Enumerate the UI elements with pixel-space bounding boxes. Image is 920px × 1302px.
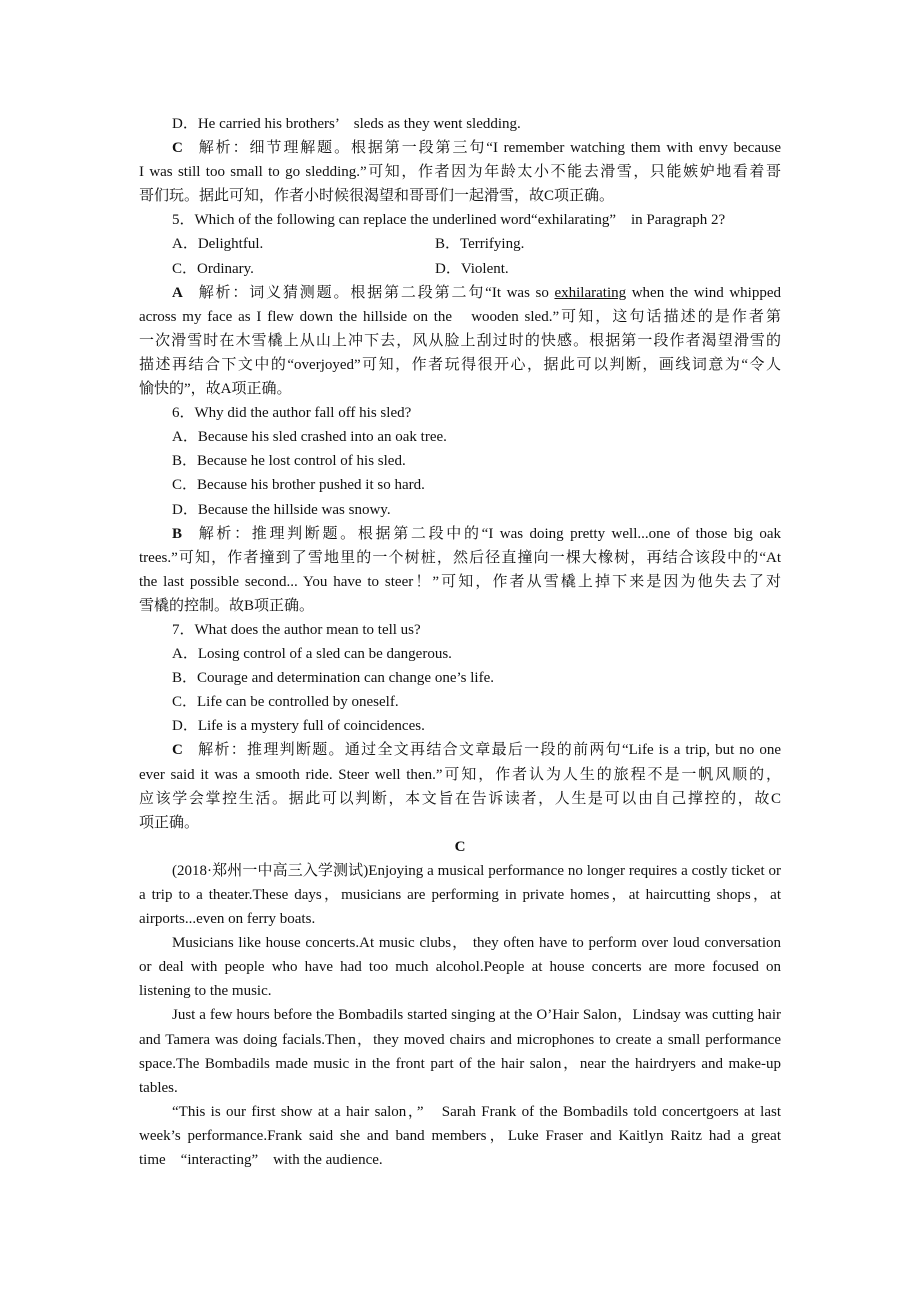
q5-analysis-line3: 一次滑雪时在木雪橇上从山上冲下去，风从脸上刮过时的快感。根据第一段作者渴望滑雪的 xyxy=(139,332,781,349)
q7-question: 7．What does the author mean to tell us? xyxy=(172,621,421,638)
q7-option-d: D．Life is a mystery full of coincidences. xyxy=(172,718,425,735)
q5-answer: A xyxy=(172,284,183,301)
q6-analysis-line4: 雪橇的控制。故B项正确。 xyxy=(139,597,315,614)
q6-analysis xyxy=(139,522,781,546)
q5-options-row-1 xyxy=(139,232,781,256)
q6-analysis-line3: the last possible second... You have to steer！”可知，作者从雪橇上掉下来是因为他失去了对 xyxy=(139,573,781,590)
q7-analysis-line1: 解析：推理判断题。通过全文再结合文章最后一段的前两句“Life is a trip, but no one xyxy=(196,742,781,759)
passage-paragraph: Musicians like house concerts.At music clubs， they often have to perform over loud conversation or deal with people who have had too much alcohol.People at house concerts are more focused on listening to the music. xyxy=(139,935,781,1000)
q5-analysis-line4: 描述再结合下文中的“overjoyed”可知，作者玩得很开心，据此可以判断，画线词意为“令人 xyxy=(139,356,781,373)
q6-option-a: A．Because his sled crashed into an oak tree. xyxy=(172,429,447,446)
q7-analysis-line2: ever said it was a smooth ride. Steer well then.”可知，作者认为人生的旅程不是一帆风顺的， xyxy=(139,766,781,783)
q6-analysis-line2: trees.”可知，作者撞到了雪地里的一个树桩，然后径直撞向一棵大橡树，再结合该段中的“At xyxy=(139,549,781,566)
q7-option-c: C．Life can be controlled by oneself. xyxy=(172,694,399,711)
q7-analysis-line4: 项正确。 xyxy=(139,814,200,831)
q5-analysis-line1-pre: 解析：词义猜测题。根据第二段第二句“It was so xyxy=(196,284,555,301)
passage-paragraph: “This is our first show at a hair salon，” Sarah Frank of the Bombadils told concertgoers at last week’s performance.Frank said she and band members，Luke Fraser and Kaitlyn Raitz had a great time “interacting” with the audience. xyxy=(139,1103,781,1169)
q5-analysis-line2: across my face as I flew down the hillside on the wooden sled.”可知，这句话描述的是作者第 xyxy=(139,308,781,325)
q5-analysis-line1-post: when the wind whipped xyxy=(626,284,781,301)
q7-analysis xyxy=(139,738,781,762)
q6-option-b: B．Because he lost control of his sled. xyxy=(172,453,406,470)
q5-option-d: D．Violent. xyxy=(435,260,509,277)
q7-option-a: A．Losing control of a sled can be dangerous. xyxy=(172,646,452,663)
q5-option-b: B．Terrifying. xyxy=(435,236,525,253)
q4-option-d: D．He carried his brothers’ sleds as they went sledding. xyxy=(172,116,521,132)
q6-option-c: C．Because his brother pushed it so hard. xyxy=(172,477,425,494)
passage-paragraph: Just a few hours before the Bombadils started singing at the O’Hair Salon，Lindsay was cutting hair and Tamera was doing facials.Then，they moved chairs and microphones to create a small performance space.The Bombadils made music in the front part of the hair salon，near the hairdryers and make-up tables. xyxy=(139,1007,781,1096)
q4-analysis-line2: I was still too small to go sledding.”可知，作者因为年龄太小不能去滑雪，只能嫉妒地看着哥 xyxy=(139,164,781,181)
q7-answer: C xyxy=(172,742,183,759)
q4-answer: C xyxy=(172,140,183,157)
q6-question: 6．Why did the author fall off his sled? xyxy=(172,405,412,422)
q5-option-c: C．Ordinary. xyxy=(172,260,254,277)
q5-analysis-line5: 愉快的”，故A项正确。 xyxy=(139,381,292,398)
q6-answer: B xyxy=(172,525,183,542)
q5-analysis xyxy=(139,281,781,305)
q4-analysis-line1: 解析：细节理解题。根据第一段第三句“I remember watching them with envy because xyxy=(196,140,781,157)
passage-paragraph: (2018·郑州一中高三入学测试)Enjoying a musical performance no longer requires a costly ticket or a trip to a theater.These days，musicians are performing in private homes，at haircutting shops，at airports...even on ferry boats. xyxy=(139,862,781,928)
document-page xyxy=(139,112,781,1172)
q4-analysis-line3: 哥们玩。据此可知，作者小时候很渴望和哥哥们一起滑雪，故C项正确。 xyxy=(139,188,615,205)
underlined-word: exhilarating xyxy=(554,284,627,301)
q5-options-row-2 xyxy=(139,257,781,281)
q5-question: 5．Which of the following can replace the underlined word“exhilarating” in Paragraph 2? xyxy=(172,212,726,229)
q7-option-b: B．Courage and determination can change one’s life. xyxy=(172,670,494,687)
section-title: C xyxy=(454,838,466,855)
q6-analysis-line1: 解析：推理判断题。根据第二段中的“I was doing pretty well...one of those big oak xyxy=(196,525,781,542)
q6-option-d: D．Because the hillside was snowy. xyxy=(172,501,391,518)
q4-analysis xyxy=(139,136,781,160)
q7-analysis-line3: 应该学会掌控生活。据此可以判断，本文旨在告诉读者，人生是可以由自己撑控的，故C xyxy=(139,790,781,807)
q5-option-a: A．Delightful. xyxy=(172,236,264,253)
